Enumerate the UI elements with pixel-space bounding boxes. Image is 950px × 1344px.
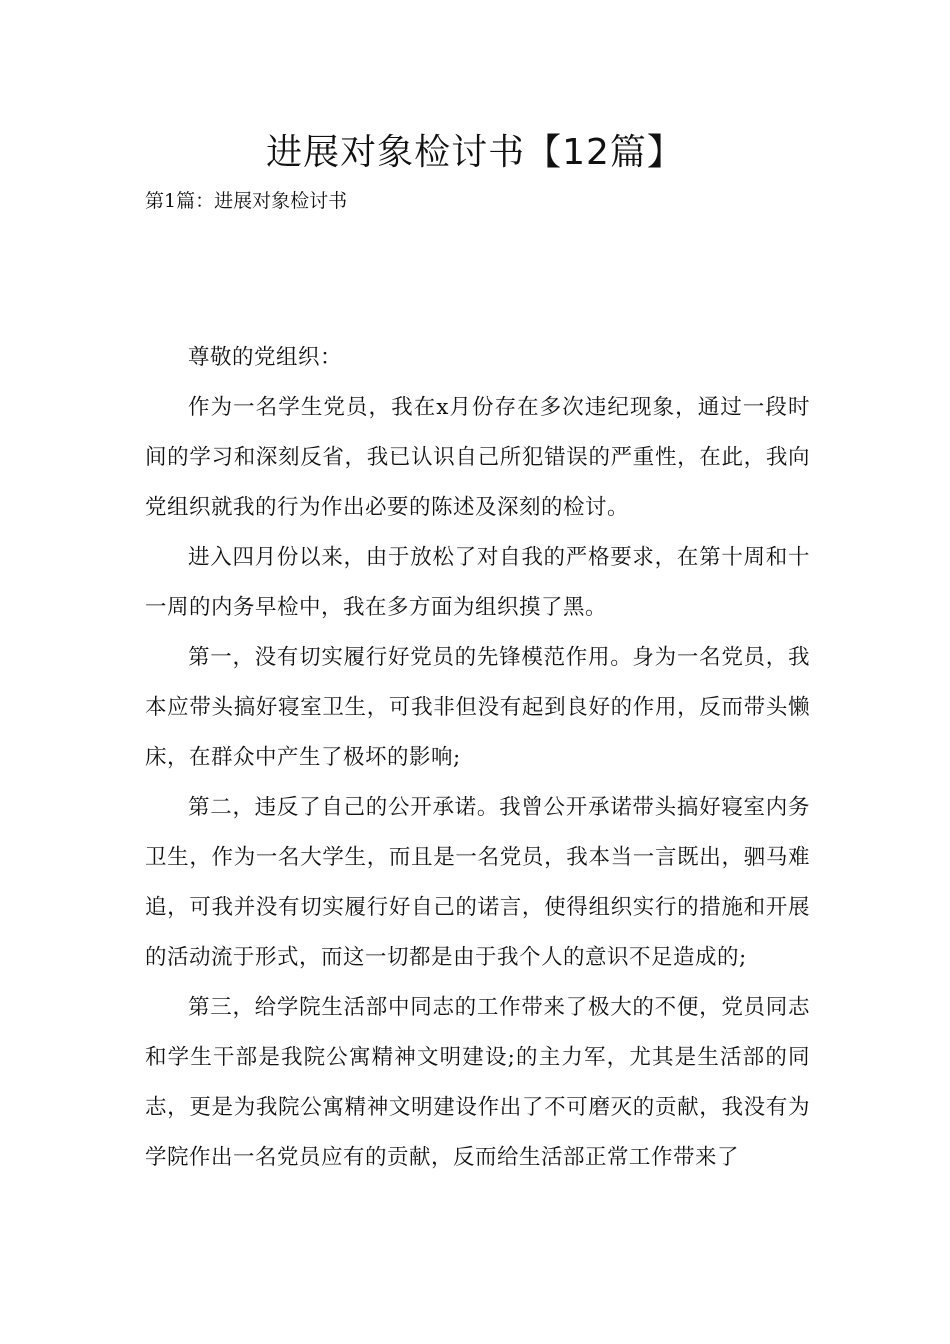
document-body [145,333,810,1183]
body-paragraph: 进入四月份以来，由于放松了对自我的严格要求，在第十周和十一周的内务早检中，我在多方面为组织摸了黑。 [145,545,810,620]
body-paragraph: 作为一名学生党员，我在x月份存在多次违纪现象，通过一段时间的学习和深刻反省，我已认识自己所犯错误的严重性，在此，我向党组织就我的行为作出必要的陈述及深刻的检讨。 [145,395,810,520]
body-paragraph: 第二，违反了自己的公开承诺。我曾公开承诺带头搞好寝室内务卫生，作为一名大学生，而且是一名党员，我本当一言既出，驷马难追，可我并没有切实履行好自己的诺言，使得组织实行的措施和开展的活动流于形式，而这一切都是由于我个人的意识不足造成的; [145,795,810,970]
document-title: 进展对象检讨书【12篇】 [266,132,684,173]
body-paragraph: 第一，没有切实履行好党员的先锋模范作用。身为一名党员，我本应带头搞好寝室卫生，可我非但没有起到良好的作用，反而带头懒床，在群众中产生了极坏的影响; [145,645,810,770]
body-paragraph: 第三，给学院生活部中同志的工作带来了极大的不便，党员同志和学生干部是我院公寓精神文明建设;的主力军，尤其是生活部的同志，更是为我院公寓精神文明建设作出了不可磨灭的贡献，我没有为学院作出一名党员应有的贡献，反而给生活部正常工作带来了 [145,995,810,1170]
section-heading: 第1篇：进展对象检讨书 [145,190,348,212]
salutation: 尊敬的党组织： [188,345,343,370]
